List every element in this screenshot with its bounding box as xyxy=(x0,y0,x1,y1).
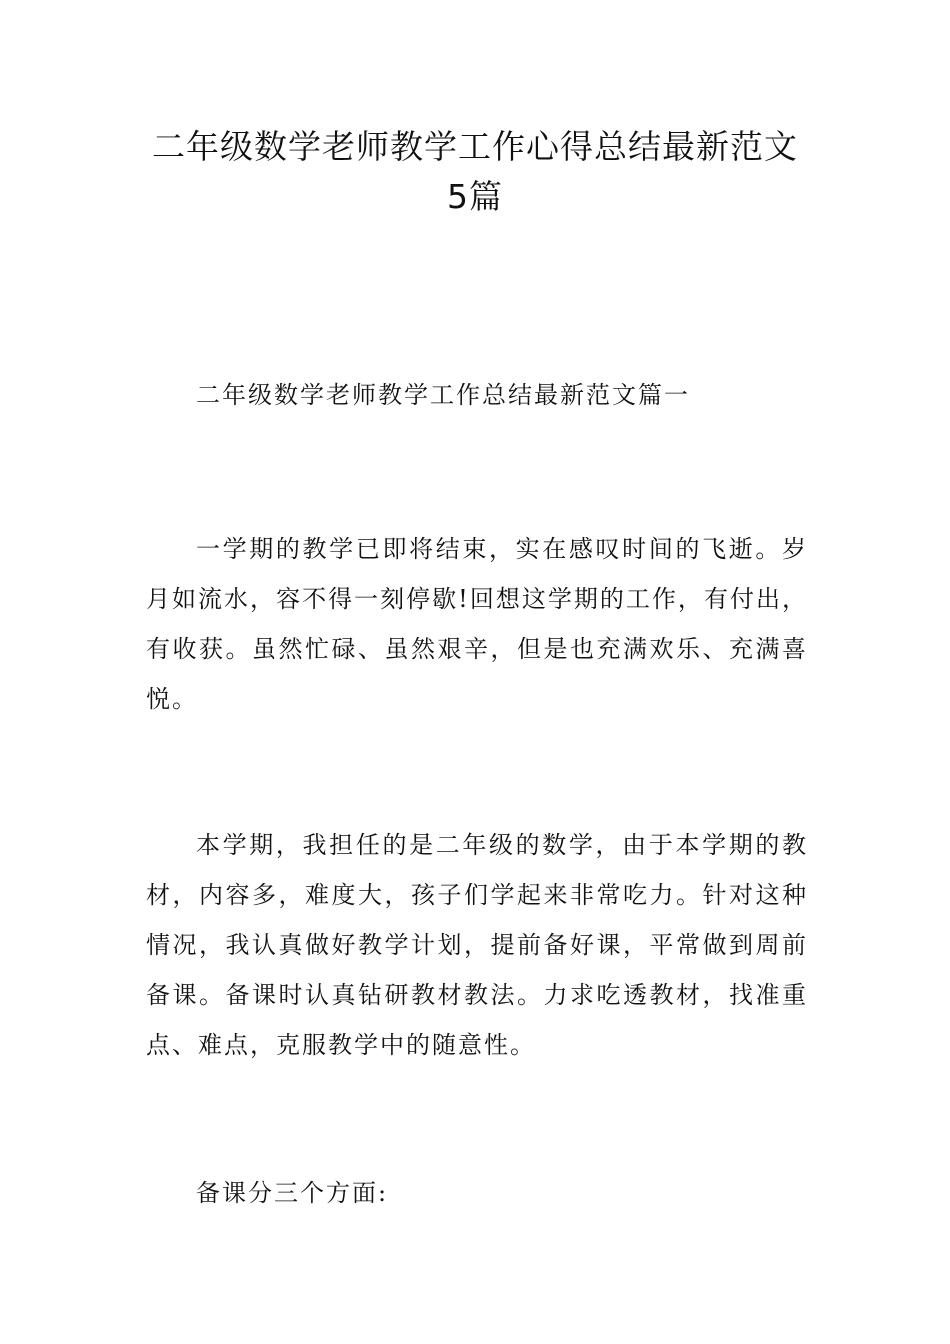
document-title: 二年级数学老师教学工作心得总结最新范文5篇 xyxy=(152,127,798,216)
body-paragraph-2: 本学期，我担任的是二年级的数学，由于本学期的教材，内容多，难度大，孩子们学起来非常吃力。针对这种情况，我认真做好教学计划，提前备好课，平常做到周前备课。备课时认真钻研教材教法。力求吃透教材，找准重点、难点，克服教学中的随意性。 xyxy=(146,831,808,1059)
body-paragraph-1: 一学期的教学已即将结束，实在感叹时间的飞逝。岁月如流水，容不得一刻停歇!回想这学期的工作，有付出，有收获。虽然忙碌、虽然艰辛，但是也充满欢乐、充满喜悦。 xyxy=(146,535,808,713)
section-heading: 二年级数学老师教学工作总结最新范文篇一 xyxy=(196,381,690,409)
body-paragraph-3: 备课分三个方面: xyxy=(196,1179,389,1207)
